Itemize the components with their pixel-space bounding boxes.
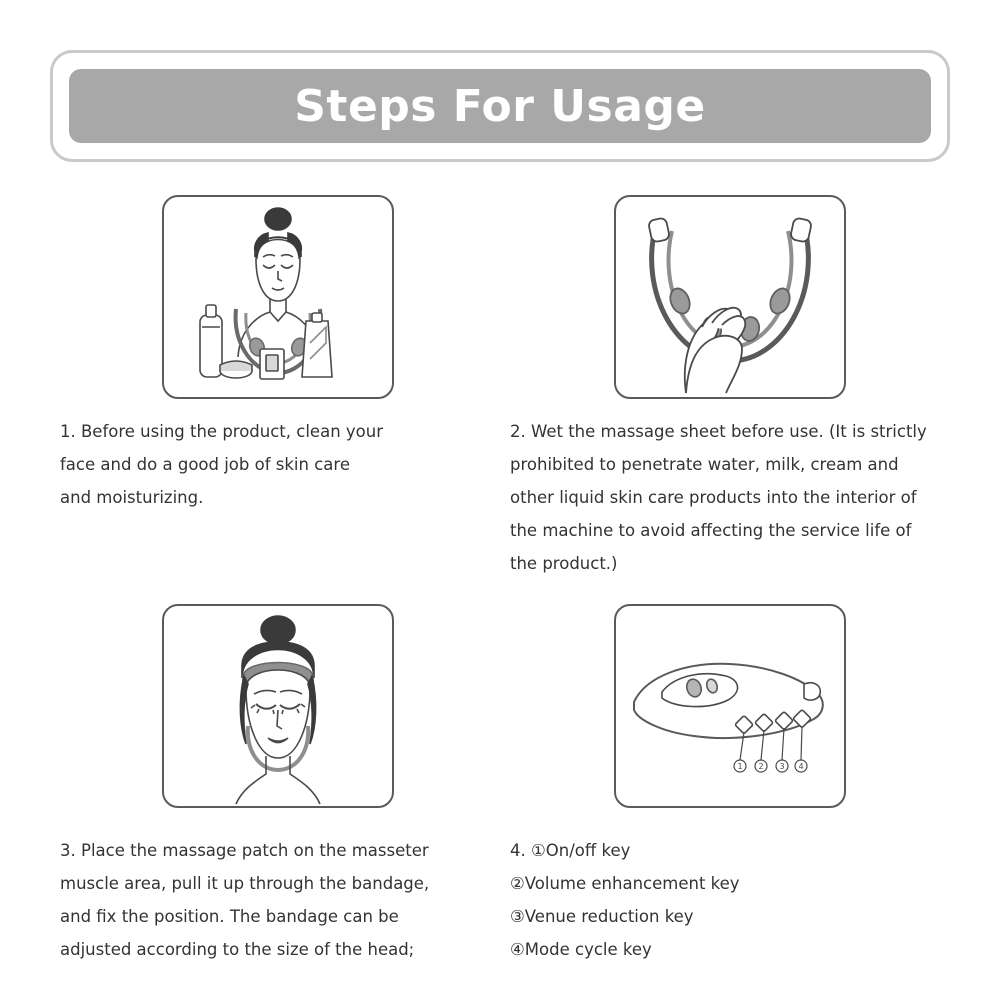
svg-text:1: 1 [737, 762, 743, 771]
step-1-image-wrap [60, 195, 495, 399]
steps-row-1 [60, 195, 950, 580]
step-4-caption [510, 834, 940, 966]
step-2-caption-line: the product.) [510, 554, 618, 573]
step-4-caption-line: ③Venue reduction key [510, 907, 694, 926]
steps-grid [60, 195, 950, 966]
step-3-caption-line: and fix the position. The bandage can be [60, 907, 399, 926]
step-1-caption-line: and moisturizing. [60, 488, 204, 507]
step-3-cell [60, 604, 505, 966]
step-2-caption-line: other liquid skin care products into the interior of [510, 488, 917, 507]
step-3-caption-line: 3. Place the massage patch on the masseter [60, 841, 429, 860]
header-band [69, 69, 931, 143]
step-4-illustration-frame [614, 604, 846, 808]
step-3-caption [60, 834, 490, 966]
step-2-caption-line: prohibited to penetrate water, milk, cream and [510, 455, 899, 474]
svg-text:2: 2 [758, 762, 764, 771]
page-title: Steps For Usage [294, 80, 706, 132]
header-frame [50, 50, 950, 162]
step-2-illustration-frame [614, 195, 846, 399]
step-1-caption-line: face and do a good job of skin care [60, 455, 350, 474]
step-2-caption-line: 2. Wet the massage sheet before use. (It is strictly [510, 422, 927, 441]
device-control-keys-icon [616, 606, 844, 806]
hand-wetting-massage-sheet-icon [616, 197, 844, 397]
step-4-cell [505, 604, 950, 966]
step-4-caption-line: 4. ①On/off key [510, 841, 631, 860]
step-3-caption-line: muscle area, pull it up through the bandage, [60, 874, 430, 893]
step-2-caption [510, 415, 940, 580]
svg-text:3: 3 [779, 762, 785, 771]
step-4-image-wrap [510, 604, 950, 808]
steps-row-2 [60, 604, 950, 966]
step-3-illustration-frame [162, 604, 394, 808]
step-1-caption-line: 1. Before using the product, clean your [60, 422, 383, 441]
step-1-caption [60, 415, 430, 514]
step-1-cell [60, 195, 505, 580]
step-1-illustration-frame [162, 195, 394, 399]
woman-wearing-bandage-icon [164, 606, 392, 806]
woman-skincare-products-icon [164, 197, 392, 397]
svg-text:4: 4 [798, 762, 804, 771]
step-2-caption-line: the machine to avoid affecting the service life of [510, 521, 912, 540]
step-4-caption-line: ②Volume enhancement key [510, 874, 740, 893]
step-2-image-wrap [510, 195, 950, 399]
step-3-image-wrap [60, 604, 495, 808]
step-3-caption-line: adjusted according to the size of the head; [60, 940, 415, 959]
step-2-cell [505, 195, 950, 580]
step-4-caption-line: ④Mode cycle key [510, 940, 652, 959]
